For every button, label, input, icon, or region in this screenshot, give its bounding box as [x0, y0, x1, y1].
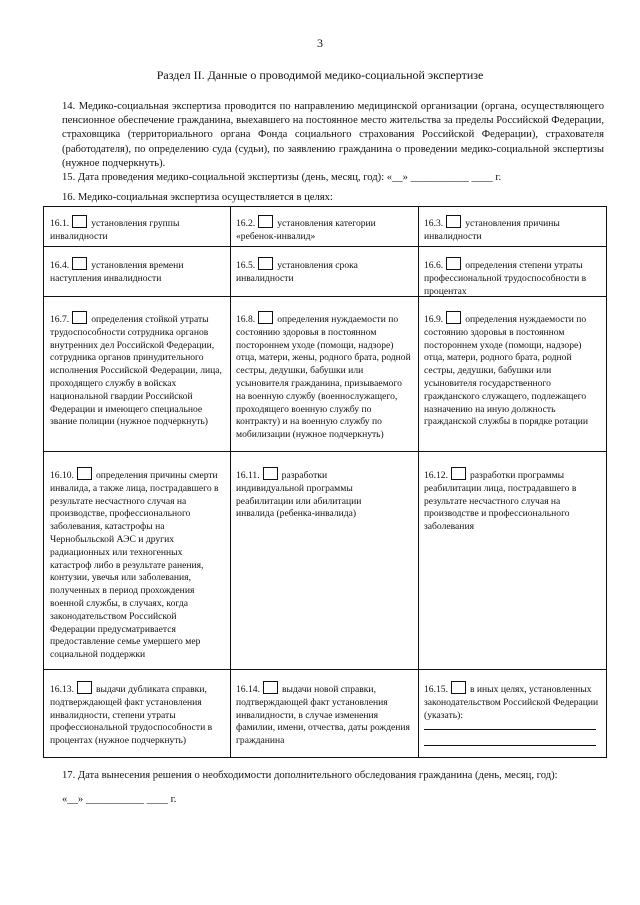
item-label: выдачи дубликата справки, подтверждающей факт установления инвалидности, степени утраты профессиональной трудоспособности в процентах (нужное подчеркнуть): [50, 684, 213, 747]
cell-16-4[interactable]: [50, 257, 224, 286]
item-label: установления причины инвалидности: [424, 218, 560, 242]
row-divider: [44, 246, 606, 247]
item-number: 16.4.: [50, 260, 70, 271]
checkbox[interactable]: [263, 467, 278, 480]
other-purpose-input-line[interactable]: [424, 729, 596, 730]
item-label: установления времени наступления инвалидности: [50, 260, 184, 284]
checkbox[interactable]: [446, 311, 461, 324]
item-number: 16.12.: [424, 470, 448, 481]
item-number: 16.6.: [424, 260, 444, 271]
checkbox[interactable]: [77, 467, 92, 480]
checkbox[interactable]: [72, 311, 87, 324]
item-label: определения степени утраты профессиональной трудоспособности в процентах: [424, 260, 587, 297]
item-label: определения стойкой утраты трудоспособности сотрудника органов внутренних дел Российской Федерации, сотрудника органов принудительного исполнения Российской Федерации, лица, проходящего службу в войсках национальной гвардии Российской Федерации и имеющего специальное звание полиции (нужное подчеркнуть): [50, 314, 222, 428]
checkbox[interactable]: [258, 311, 273, 324]
item-14-text: 14. Медико-социальная экспертиза проводится по направлению медицинской организации (органа, осуществляющего пенсионное обеспечение гражданина, выехавшего на постоянное место жительства за пределы Российской Федерации, страховщика (территориального органа Фонда социального страхования Российской Федерации), страхователя (работодателя), по определению суда (судьи), по заявлению гражданина о проведении медико-социальной экспертизы (нужное подчеркнуть).: [62, 101, 604, 169]
item-number: 16.2.: [236, 218, 256, 229]
item-17-date-line[interactable]: «__» ___________ ____ г.: [62, 794, 177, 805]
checkbox[interactable]: [446, 215, 461, 228]
item-label: разработки программы реабилитации лица, пострадавшего в результате несчастного случая на производстве и профессионального заболевания: [424, 470, 577, 533]
checkbox[interactable]: [72, 215, 87, 228]
item-number: 16.15.: [424, 684, 448, 695]
item-17-text: 17. Дата вынесения решения о необходимости дополнительного обследования гражданина (день, месяц, год):: [62, 770, 558, 781]
purpose-table: [43, 206, 607, 758]
item-number: 16.13.: [50, 684, 74, 695]
item-label: определения нуждаемости по состоянию здоровья в постоянном постороннем уходе (помощи, надзоре) отца, матери, жены, родного брата, родной сестры, дедушки, бабушки или усыновителя гражданина, призываемого на военную службу (военнослужащего, проходящего военную службу по контракту) и на военную службу по мобилизации (нужное подчеркнуть): [236, 314, 411, 441]
cell-16-13[interactable]: [50, 681, 226, 748]
section-title: Раздел II. Данные о проводимой медико-социальной экспертизе: [156, 68, 484, 82]
item-15-date-line[interactable]: 15. Дата проведения медико-социальной экспертизы (день, месяц, год): «__» ___________ ____ г.: [62, 172, 502, 183]
checkbox[interactable]: [72, 257, 87, 270]
column-divider: [418, 207, 419, 757]
item-label: установления категории «ребенок-инвалид»: [236, 218, 376, 242]
cell-16-1[interactable]: [50, 215, 224, 244]
item-label: в иных целях, установленных законодательством Российской Федерации (указать):: [424, 684, 599, 721]
column-divider: [230, 207, 231, 757]
item-number: 16.7.: [50, 314, 70, 325]
checkbox[interactable]: [263, 681, 278, 694]
item-number: 16.10.: [50, 470, 74, 481]
checkbox[interactable]: [451, 467, 466, 480]
cell-16-5[interactable]: [236, 257, 396, 286]
cell-16-2[interactable]: [236, 215, 412, 244]
row-divider: [44, 669, 606, 670]
cell-16-3[interactable]: [424, 215, 600, 244]
cell-16-9[interactable]: [424, 311, 600, 429]
item-label: установления группы инвалидности: [50, 218, 180, 242]
item-label: выдачи новой справки, подтверждающей факт установления инвалидности, в случае изменения фамилии, имени, отчества, даты рождения гражданина: [236, 684, 410, 747]
cell-16-11[interactable]: [236, 467, 396, 521]
item-label: установления срока инвалидности: [236, 260, 358, 284]
cell-16-8[interactable]: [236, 311, 412, 442]
checkbox[interactable]: [451, 681, 466, 694]
cell-16-12[interactable]: [424, 467, 600, 534]
cell-16-6[interactable]: [424, 257, 600, 298]
item-number: 16.1.: [50, 218, 70, 229]
cell-16-10[interactable]: [50, 467, 224, 662]
page-number: 3: [317, 36, 323, 50]
item-number: 16.8.: [236, 314, 256, 325]
cell-16-7[interactable]: [50, 311, 224, 429]
item-label: определения нуждаемости по состоянию здоровья в постоянном постороннем уходе (помощи, надзоре) отца, матери, родного брата, родной сестры, дедушки, бабушки или усыновителя государственного гражданского служащего, подлежащего назначению на иную должность гражданской службы в порядке ротации: [424, 314, 589, 428]
cell-16-15[interactable]: [424, 681, 600, 722]
checkbox[interactable]: [77, 681, 92, 694]
row-divider: [44, 451, 606, 452]
item-label: определения причины смерти инвалида, а также лица, пострадавшего в результате несчастного случая на производстве, профессионального заболевания, катастрофы на Чернобыльской АЭС и других радиационных или техногенных катастроф либо в результате ранения, контузии, увечья или заболевания, полученных в период прохождения военной службы, в случаях, когда законодательством Российской Федерации предусматривается предоставление семье умершего мер социальной поддержки: [50, 470, 219, 661]
item-number: 16.3.: [424, 218, 444, 229]
item-number: 16.5.: [236, 260, 256, 271]
checkbox[interactable]: [258, 257, 273, 270]
item-label: разработки индивидуальной программы реабилитации или абилитации инвалида (ребенка-инвалида): [236, 470, 362, 520]
item-number: 16.14.: [236, 684, 260, 695]
item-number: 16.11.: [236, 470, 260, 481]
cell-16-14[interactable]: [236, 681, 412, 748]
item-16-heading: 16. Медико-социальная экспертиза осуществляется в целях:: [62, 192, 333, 203]
checkbox[interactable]: [446, 257, 461, 270]
other-purpose-input-line[interactable]: [424, 745, 596, 746]
checkbox[interactable]: [258, 215, 273, 228]
item-number: 16.9.: [424, 314, 444, 325]
